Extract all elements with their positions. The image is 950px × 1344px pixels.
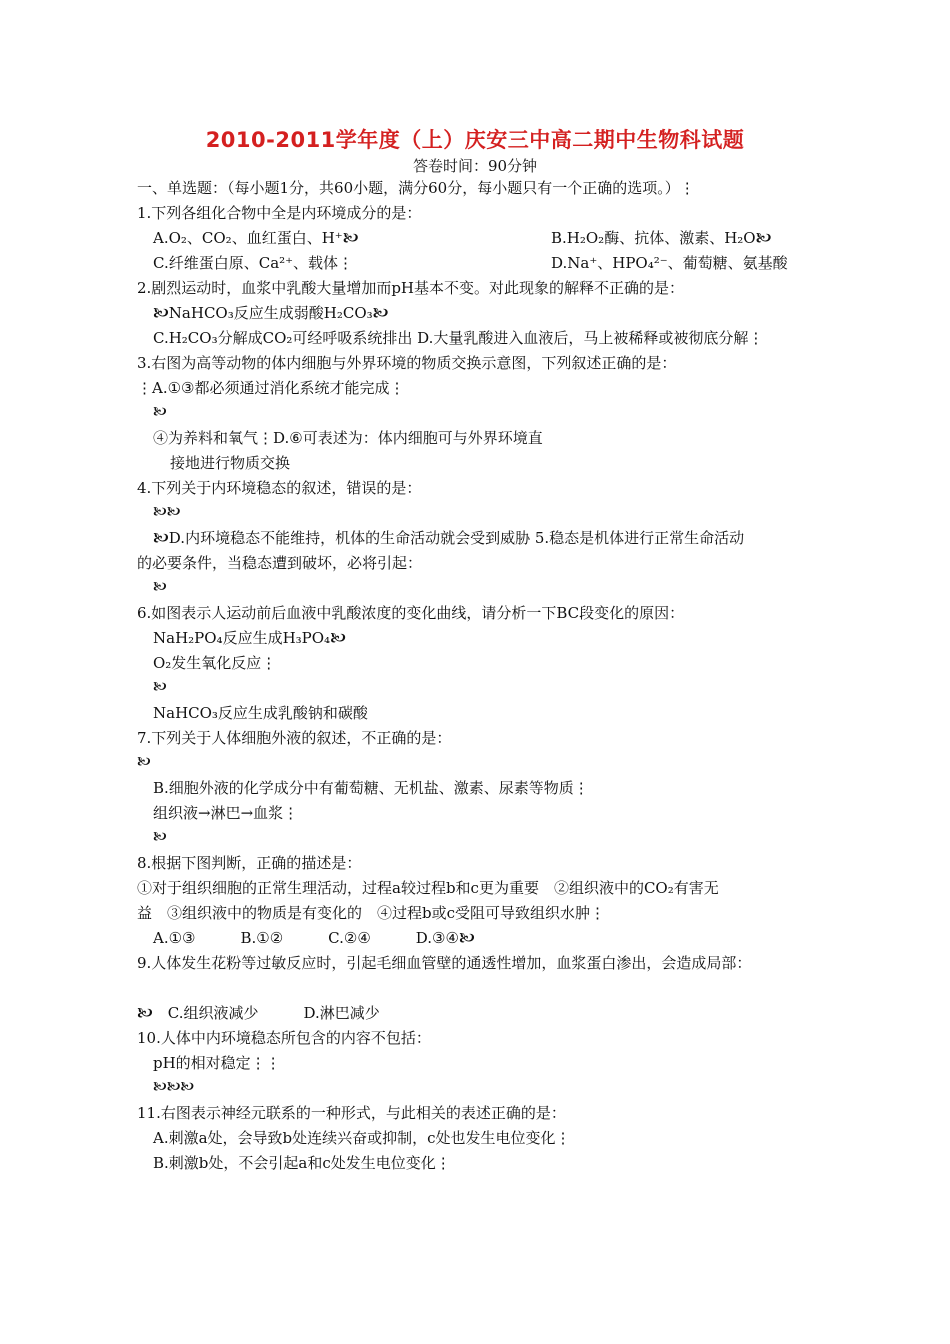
option-2cd: C.H₂CO₃分解成CO₂可经呼吸系统排出 D.大量乳酸进入血液后，马上被稀释或被彻底分解⋮ [153,329,764,347]
option-6c: 🙤 [153,680,167,695]
page-title: 2010-2011学年度（上）庆安三中高二期中生物科试题 [205,128,745,152]
option-1a: A.O₂、CO₂、血红蛋白、H⁺🙤 [153,229,359,247]
option-1b: B.H₂O₂酶、抗体、激素、H₂O🙤 [551,229,772,247]
option-6a: NaH₂PO₄反应生成H₃PO₄🙤 [153,629,346,647]
question-11: 11.右图表示神经元联系的一种形式，与此相关的表述正确的是： [137,1104,566,1122]
question-8: 8.根据下图判断，正确的描述是： [137,854,362,872]
option-4ab: 🙤🙤 [153,505,181,520]
question-7: 7.下列关于人体细胞外液的叙述，不正确的是： [137,729,452,747]
option-11a: A.刺激a处，会导致b处连续兴奋或抑制，c处也发生电位变化⋮ [153,1129,571,1147]
exam-duration: 答卷时间：90分钟 [412,157,538,175]
question-10: 10.人体中内环境稳态所包含的内容不包括： [137,1029,431,1047]
question-1: 1.下列各组化合物中全是内环境成分的是： [137,204,422,222]
section-heading: 一、单选题：（每小题1分，共60小题，满分60分，每小题只有一个正确的选项。）⋮ [137,179,695,197]
option-2ab: 🙤NaHCO₃反应生成弱酸H₂CO₃🙤 [153,304,389,322]
question-6: 6.如图表示人运动前后血液中乳酸浓度的变化曲线，请分析一下BC段变化的原因： [137,604,685,622]
question-5-cont: 的必要条件，当稳态遭到破坏，必将引起： [137,554,423,572]
question-4: 4.下列关于内环境稳态的叙述，错误的是： [137,479,422,497]
question-8-statements-cont: 益 ③组织液中的物质是有变化的 ④过程b或c受阻可导致组织水肿⋮ [137,904,606,922]
option-1d: D.Na⁺、HPO₄²⁻、葡萄糖、氨基酸 [551,254,788,272]
option-4d-question-5: 🙤D.内环境稳态不能维持，机体的生命活动就会受到威胁 5.稳态是机体进行正常生命活动 [153,529,745,547]
option-11b: B.刺激b处，不会引起a和c处发生电位变化⋮ [153,1154,451,1172]
option-3d-cont: 接地进行物质交换 [170,454,291,472]
options-8: A.①③ B.①② C.②④ D.③④🙤 [153,929,475,947]
option-6d: NaHCO₃反应生成乳酸钠和碳酸 [153,704,368,722]
question-8-statements: ①对于组织细胞的正常生理活动，过程a较过程b和c更为重要 ②组织液中的CO₂有害无 [137,879,719,897]
option-5: 🙤 [153,580,167,595]
option-6b: O₂发生氧化反应⋮ [153,654,277,672]
question-2: 2.剧烈运动时，血浆中乳酸大量增加而pH基本不变。对此现象的解释不正确的是： [137,279,684,297]
option-7c: 组织液→淋巴→血浆⋮ [153,804,299,822]
option-7b: B.细胞外液的化学成分中有葡萄糖、无机盐、激素、尿素等物质⋮ [153,779,589,797]
options-9: 🙤 C.组织液减少 D.淋巴减少 [137,1004,380,1022]
options-10bcd: 🙤🙤🙤 [153,1080,195,1095]
option-10a: pH的相对稳定⋮⋮ [153,1054,281,1072]
option-7a: 🙤 [137,755,151,770]
option-7d: 🙤 [153,830,167,845]
option-3cd: ④为养料和氧气⋮D.⑥可表述为：体内细胞可与外界环境直 [153,429,543,447]
option-3b: 🙤 [153,405,167,420]
option-1c: C.纤维蛋白原、Ca²⁺、载体⋮ [153,254,354,272]
option-3a: ⋮A.①③都必须通过消化系统才能完成⋮ [137,379,405,397]
question-3: 3.右图为高等动物的体内细胞与外界环境的物质交换示意图，下列叙述正确的是： [137,354,677,372]
question-9: 9.人体发生花粉等过敏反应时，引起毛细血管壁的通透性增加，血浆蛋白渗出，会造成局部： [137,954,752,972]
